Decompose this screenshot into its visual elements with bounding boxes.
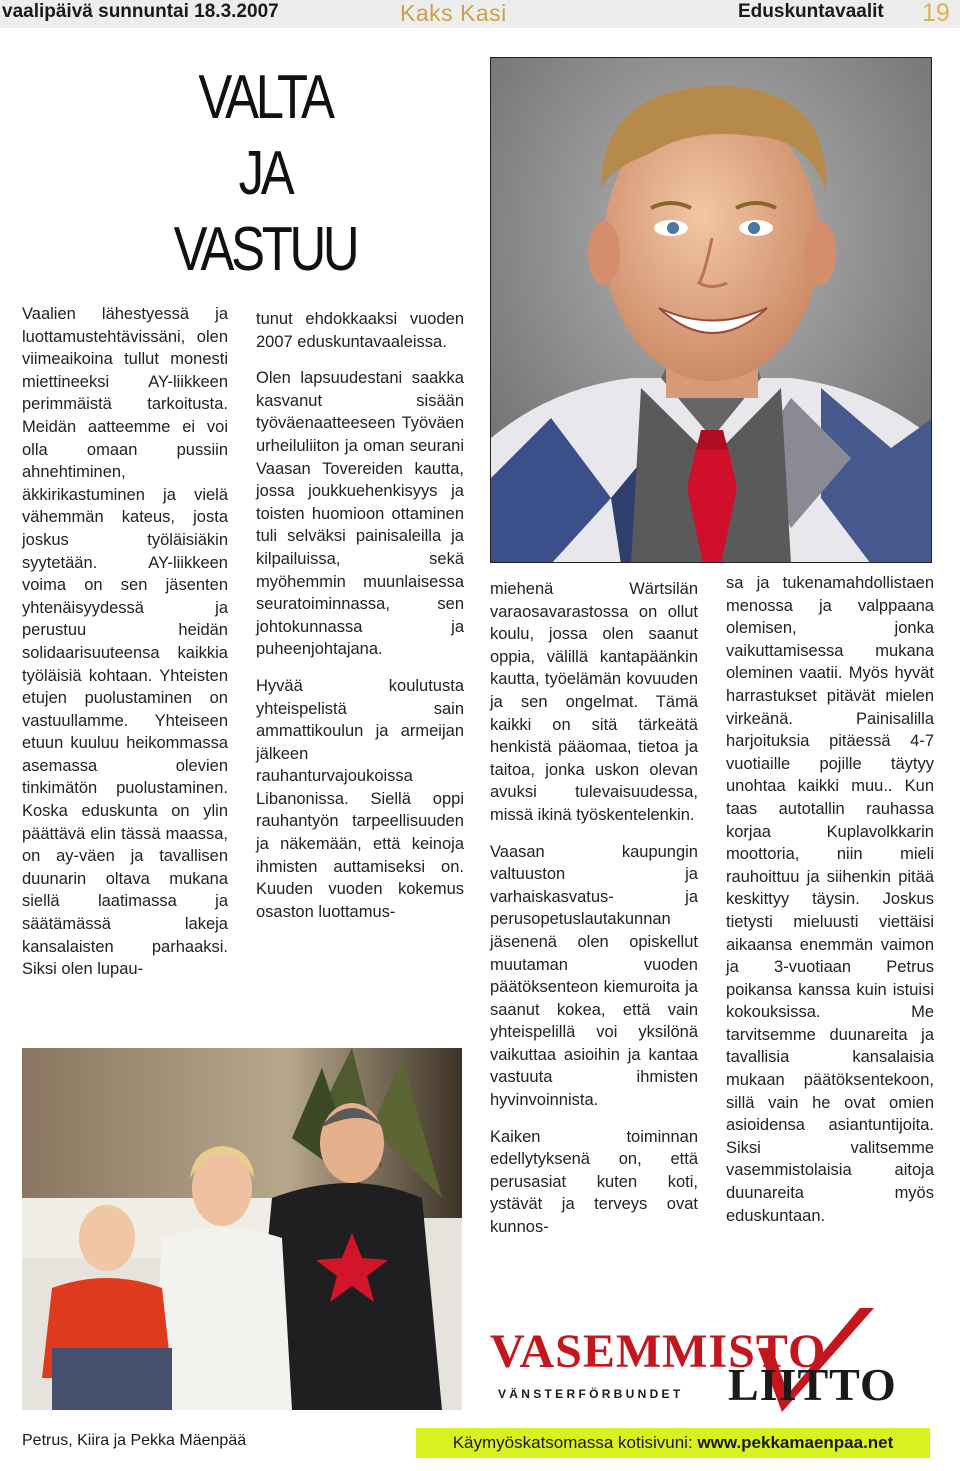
article-column-1 xyxy=(22,303,228,981)
headline-line-3: VASTUU xyxy=(173,215,357,284)
paragraph: Hyvää koulutusta yhteispelistä sain ammattikoulun ja armeijan jälkeen rauhanturvajoukoissa Libanonissa. Siellä oppi rauhantyön tarpeellisuuden ja näkemään, että keinoja ihmisten auttamiseksi on. Kuuden vuoden kokemus osaston luottamus- xyxy=(256,676,464,921)
section-title: Eduskuntavaalit xyxy=(738,1,884,22)
page-number: 19 xyxy=(922,0,950,27)
logo-word-2: LIITTO xyxy=(728,1359,897,1410)
article-column-4 xyxy=(726,572,934,1227)
party-logo xyxy=(490,1302,930,1424)
paragraph: Kaiken toiminnan edellytyksenä on, että perusasiat kuten koti, ystävät ja terveys ovat kunnos- xyxy=(490,1127,698,1237)
publication-name: Kaks Kasi xyxy=(400,0,507,26)
family-photo xyxy=(22,1048,462,1410)
page-header xyxy=(0,0,960,28)
logo-word-1: VASEMMISTO xyxy=(490,1325,827,1378)
website-banner xyxy=(416,1428,930,1458)
website-url[interactable]: www.pekkamaenpaa.net xyxy=(697,1433,894,1452)
photo-caption: Petrus, Kiira ja Pekka Mäenpää xyxy=(22,1432,247,1449)
article-column-2 xyxy=(256,308,464,923)
paragraph: Olen lapsuudestani saakka kasvanut sisään työväenaatteeseen Työväen urheiluliiton ja oman seurani Vaasan Tovereiden kautta, jossa joukkuehenkisyys ja toisten huomioon ottaminen tuli selväksi painisaleilla ja kilpailuissa, sekä myöhemmin muunlaisessa seuratoiminnassa, sen johtokunnassa ja puheenjohtajana. xyxy=(256,369,464,659)
paragraph: tunut ehdokkaaksi vuoden 2007 eduskuntavaaleissa. xyxy=(256,310,464,351)
article-column-3 xyxy=(490,578,698,1239)
paragraph: sa ja tukenamahdollistaen menossa ja valppaana olemisen, jonka vaikuttamisessa mukana oleminen vaatii. Myös hyvät harrastukset pitävät mielen virkeänä. Painisalilla harjoituksia pitäessä 4-7 vuotiaille pojille täytyy unohtaa kaikki muu.. Kun taas autotallin rauhassa korjaa Kuplavolkkarin moottoria, niin mieli rauhoittuu ja siihenkin pitää keskittyy täysin. Joskus tietysti mieluusti viettäisi aikaansa enemmän vaimon ja 3-vuotiaan Petrus poikansa kanssa kuin istuisi kokouksissa. Me tarvitsemme duunareita ja tavallisia kansalaisia mukaan päätöksentekoon, sillä vain he ovat omien asioidensa asiantuntijoita. Siksi valitsemme vasemmistolaisia aitoja duunareita myös eduskuntaan. xyxy=(726,574,934,1225)
logo-subtitle: VÄNSTERFÖRBUNDET xyxy=(498,1387,684,1401)
paragraph: Vaasan kaupungin valtuuston ja varhaiskasvatus- ja perusopetuslautakunnan jäsenenä olen opiskellut muutaman vuoden päätöksenteon kiemuroita ja saanut kokea, että vain yhteispelillä voi yksilönä vaikuttaa asioihin ja kantaa vastuuta ihmisten hyvinvoinnista. xyxy=(490,842,698,1110)
article-headline xyxy=(171,60,360,288)
headline-line-1: VALTA xyxy=(198,63,332,132)
candidate-portrait-photo xyxy=(490,57,932,563)
headline-line-2: JA xyxy=(238,139,292,208)
family-illustration xyxy=(22,1048,462,1410)
portrait-illustration xyxy=(491,58,932,563)
paragraph: miehenä Wärtsilän varaosavarastossa on ollut koulu, jossa olen saanut oppia, välillä kantapäänkin kautta, työelämän kovuuden ja sen ongelmat. Tämä kaikki on sitä tärkeätä henkistä pääomaa, tietoa ja taitoa, jonka uskon olevan avuksi tulevaisuudessa, missä ikinä työskentelenkin. xyxy=(490,580,698,824)
issue-date: vaalipäivä sunnuntai 18.3.2007 xyxy=(2,1,279,22)
website-label: Käymyöskatsomassa kotisivuni: xyxy=(452,1433,698,1452)
paragraph: Vaalien lähestyessä ja luottamustehtävissäni, olen viimeaikoina tullut monesti miettineeksi AY-liikkeen perimmäistä tarkoitusta. Meidän aatteemme ei voi olla omaan pussiin ahnehtiminen, äkkirikastuminen ja vielä vähemmän kateus, josta joskus työläisiäkin syytetään. AY-liikkeen voima on sen jäsenten yhtenäisyydessä ja perustuu heidän solidaarisuuteensa kaikkia työläisiä kohtaan. Yhteisten etujen puolustaminen on vastuullamme. Yhteiseen etuun kuuluu heikommassa asemassa olevien tinkimätön puolustaminen. Koska eduskunta on ylin päättävä elin tässä maassa, on ay-väen ja tavallisen duunarin oltava mukana siellä laatimassa ja säätämässä lakeja kansalaisten parhaaksi. Siksi olen lupau- xyxy=(22,305,228,979)
